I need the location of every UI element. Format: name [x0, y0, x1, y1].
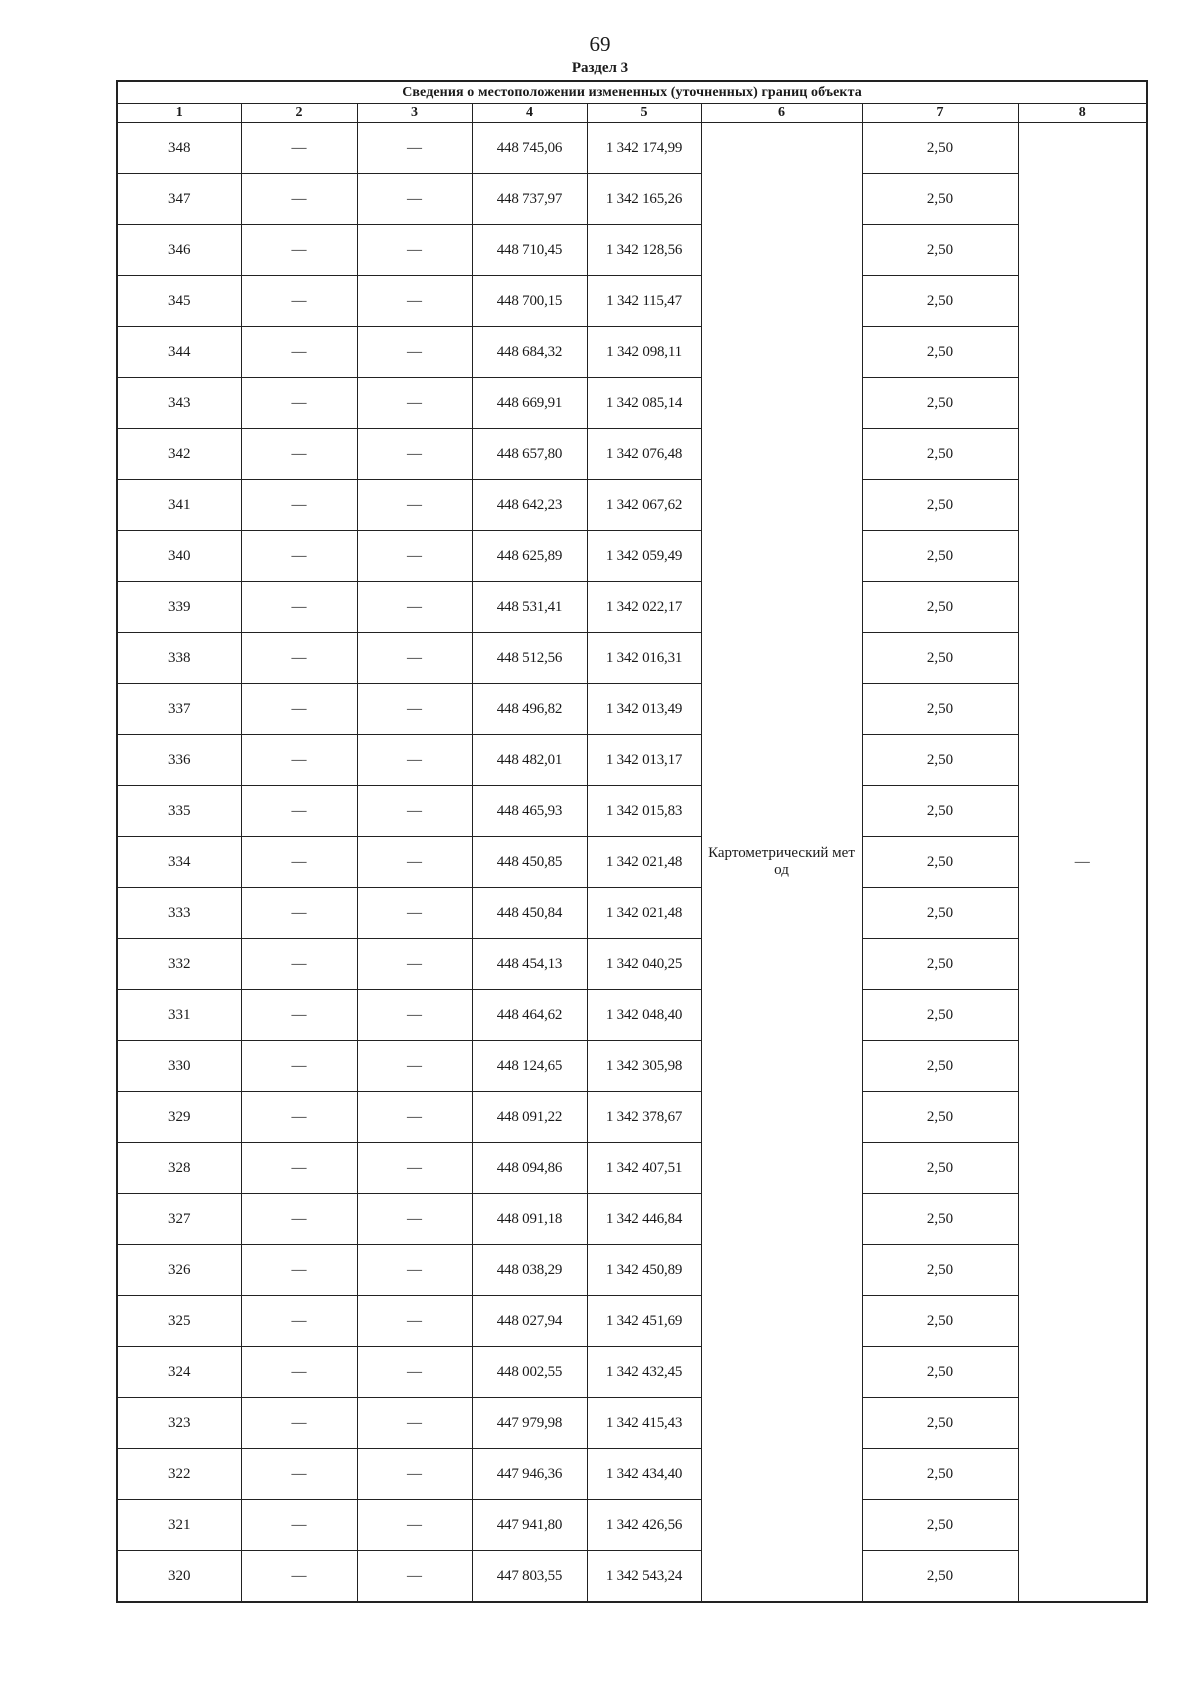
- table-row: [117, 1194, 1147, 1245]
- point-number: 326: [117, 1245, 241, 1296]
- point-number: 330: [117, 1041, 241, 1092]
- column-number-7: 7: [862, 104, 1018, 123]
- col2-dash: —: [241, 1347, 357, 1398]
- accuracy-value: 2,50: [862, 480, 1018, 531]
- point-number: 324: [117, 1347, 241, 1398]
- coordinate-x: 448 737,97: [472, 174, 587, 225]
- coordinate-x: 448 094,86: [472, 1143, 587, 1194]
- col2-dash: —: [241, 1398, 357, 1449]
- column-number-2: 2: [241, 104, 357, 123]
- accuracy-value: 2,50: [862, 276, 1018, 327]
- coordinate-x: 448 454,13: [472, 939, 587, 990]
- coordinate-y: 1 342 021,48: [587, 837, 701, 888]
- accuracy-value: 2,50: [862, 1347, 1018, 1398]
- col3-dash: —: [357, 837, 472, 888]
- col3-dash: —: [357, 378, 472, 429]
- point-number: 329: [117, 1092, 241, 1143]
- coordinate-y: 1 342 013,17: [587, 735, 701, 786]
- column-number-6: 6: [701, 104, 862, 123]
- coordinate-x: 448 669,91: [472, 378, 587, 429]
- column-number-5: 5: [587, 104, 701, 123]
- point-number: 339: [117, 582, 241, 633]
- coordinate-y: 1 342 076,48: [587, 429, 701, 480]
- col2-dash: —: [241, 531, 357, 582]
- coordinate-y: 1 342 085,14: [587, 378, 701, 429]
- coordinate-y: 1 342 446,84: [587, 1194, 701, 1245]
- accuracy-value: 2,50: [862, 1449, 1018, 1500]
- col2-dash: —: [241, 1296, 357, 1347]
- coordinate-y: 1 342 415,43: [587, 1398, 701, 1449]
- col3-dash: —: [357, 1041, 472, 1092]
- accuracy-value: 2,50: [862, 1245, 1018, 1296]
- col3-dash: —: [357, 582, 472, 633]
- accuracy-value: 2,50: [862, 1092, 1018, 1143]
- col2-dash: —: [241, 378, 357, 429]
- col2-dash: —: [241, 123, 357, 174]
- coordinate-x: 448 464,62: [472, 990, 587, 1041]
- coordinate-x: 448 450,85: [472, 837, 587, 888]
- table-row: [117, 837, 1147, 888]
- coordinate-y: 1 342 021,48: [587, 888, 701, 939]
- table-row: [117, 1296, 1147, 1347]
- coordinate-x: 448 091,18: [472, 1194, 587, 1245]
- col2-dash: —: [241, 939, 357, 990]
- coordinate-y: 1 342 013,49: [587, 684, 701, 735]
- col3-dash: —: [357, 888, 472, 939]
- col3-dash: —: [357, 327, 472, 378]
- accuracy-value: 2,50: [862, 633, 1018, 684]
- coordinate-x: 448 531,41: [472, 582, 587, 633]
- coordinate-y: 1 342 426,56: [587, 1500, 701, 1551]
- coordinate-y: 1 342 174,99: [587, 123, 701, 174]
- coordinate-y: 1 342 059,49: [587, 531, 701, 582]
- point-number: 327: [117, 1194, 241, 1245]
- table-row: [117, 1143, 1147, 1194]
- col3-dash: —: [357, 225, 472, 276]
- table-row: [117, 276, 1147, 327]
- col2-dash: —: [241, 225, 357, 276]
- point-number: 320: [117, 1551, 241, 1603]
- table-caption: Сведения о местоположении измененных (уточненных) границ объекта: [117, 81, 1147, 104]
- col2-dash: —: [241, 582, 357, 633]
- table-row: [117, 1245, 1147, 1296]
- table-row: [117, 888, 1147, 939]
- coordinate-y: 1 342 048,40: [587, 990, 701, 1041]
- accuracy-value: 2,50: [862, 378, 1018, 429]
- col2-dash: —: [241, 735, 357, 786]
- point-number: 344: [117, 327, 241, 378]
- col2-dash: —: [241, 1143, 357, 1194]
- point-number: 336: [117, 735, 241, 786]
- coordinate-y: 1 342 098,11: [587, 327, 701, 378]
- coordinate-y: 1 342 067,62: [587, 480, 701, 531]
- accuracy-value: 2,50: [862, 225, 1018, 276]
- point-number: 331: [117, 990, 241, 1041]
- coordinate-x: 448 482,01: [472, 735, 587, 786]
- coordinate-x: 448 465,93: [472, 786, 587, 837]
- coordinate-x: 448 642,23: [472, 480, 587, 531]
- table-row: [117, 582, 1147, 633]
- table-body: [117, 123, 1147, 1603]
- coordinate-y: 1 342 543,24: [587, 1551, 701, 1603]
- column-number-1: 1: [117, 104, 241, 123]
- table-row: [117, 1398, 1147, 1449]
- table-row: [117, 1092, 1147, 1143]
- accuracy-value: 2,50: [862, 1194, 1018, 1245]
- table-row: [117, 1041, 1147, 1092]
- col2-dash: —: [241, 990, 357, 1041]
- column-number-8: 8: [1018, 104, 1147, 123]
- column-number-3: 3: [357, 104, 472, 123]
- col2-dash: —: [241, 837, 357, 888]
- col3-dash: —: [357, 735, 472, 786]
- table-row: [117, 123, 1147, 174]
- table-row: [117, 480, 1147, 531]
- col3-dash: —: [357, 174, 472, 225]
- accuracy-value: 2,50: [862, 888, 1018, 939]
- point-number: 343: [117, 378, 241, 429]
- table-row: [117, 378, 1147, 429]
- table-row: [117, 735, 1147, 786]
- table-row: [117, 225, 1147, 276]
- coordinate-x: 448 124,65: [472, 1041, 587, 1092]
- coordinate-y: 1 342 040,25: [587, 939, 701, 990]
- col2-dash: —: [241, 1092, 357, 1143]
- table-row: [117, 429, 1147, 480]
- col3-dash: —: [357, 1500, 472, 1551]
- table-row: [117, 990, 1147, 1041]
- col3-dash: —: [357, 480, 472, 531]
- col2-dash: —: [241, 174, 357, 225]
- col2-dash: —: [241, 888, 357, 939]
- coordinate-y: 1 342 451,69: [587, 1296, 701, 1347]
- coordinate-x: 448 710,45: [472, 225, 587, 276]
- point-number: 334: [117, 837, 241, 888]
- point-number: 341: [117, 480, 241, 531]
- table-row: [117, 786, 1147, 837]
- accuracy-value: 2,50: [862, 990, 1018, 1041]
- col2-dash: —: [241, 1194, 357, 1245]
- col2-dash: —: [241, 1449, 357, 1500]
- point-number: 322: [117, 1449, 241, 1500]
- accuracy-value: 2,50: [862, 174, 1018, 225]
- col3-dash: —: [357, 786, 472, 837]
- accuracy-value: 2,50: [862, 582, 1018, 633]
- point-number: 335: [117, 786, 241, 837]
- col3-dash: —: [357, 1551, 472, 1603]
- accuracy-value: 2,50: [862, 1500, 1018, 1551]
- accuracy-value: 2,50: [862, 837, 1018, 888]
- table-row: [117, 174, 1147, 225]
- coordinate-x: 448 038,29: [472, 1245, 587, 1296]
- point-number: 340: [117, 531, 241, 582]
- accuracy-value: 2,50: [862, 1296, 1018, 1347]
- col2-dash: —: [241, 276, 357, 327]
- accuracy-value: 2,50: [862, 429, 1018, 480]
- accuracy-value: 2,50: [862, 786, 1018, 837]
- col2-dash: —: [241, 480, 357, 531]
- col2-dash: —: [241, 1245, 357, 1296]
- coordinate-x: 447 979,98: [472, 1398, 587, 1449]
- coordinate-x: 447 803,55: [472, 1551, 587, 1603]
- coordinate-x: 447 946,36: [472, 1449, 587, 1500]
- col3-dash: —: [357, 1296, 472, 1347]
- coordinate-x: 448 002,55: [472, 1347, 587, 1398]
- boundary-coordinates-table: [116, 80, 1148, 1603]
- point-number: 323: [117, 1398, 241, 1449]
- col3-dash: —: [357, 939, 472, 990]
- accuracy-value: 2,50: [862, 1551, 1018, 1603]
- col8-value: —: [1018, 123, 1147, 1603]
- point-number: 328: [117, 1143, 241, 1194]
- coordinate-y: 1 342 015,83: [587, 786, 701, 837]
- col3-dash: —: [357, 123, 472, 174]
- col2-dash: —: [241, 1500, 357, 1551]
- coordinate-x: 448 091,22: [472, 1092, 587, 1143]
- col2-dash: —: [241, 1041, 357, 1092]
- accuracy-value: 2,50: [862, 939, 1018, 990]
- col3-dash: —: [357, 276, 472, 327]
- point-number: 333: [117, 888, 241, 939]
- col2-dash: —: [241, 327, 357, 378]
- coordinate-x: 448 450,84: [472, 888, 587, 939]
- coordinate-y: 1 342 165,26: [587, 174, 701, 225]
- coordinate-x: 448 684,32: [472, 327, 587, 378]
- col2-dash: —: [241, 684, 357, 735]
- col3-dash: —: [357, 1194, 472, 1245]
- col3-dash: —: [357, 1347, 472, 1398]
- table-row: [117, 684, 1147, 735]
- accuracy-value: 2,50: [862, 1041, 1018, 1092]
- col3-dash: —: [357, 429, 472, 480]
- accuracy-value: 2,50: [862, 1398, 1018, 1449]
- coordinate-y: 1 342 450,89: [587, 1245, 701, 1296]
- point-number: 325: [117, 1296, 241, 1347]
- method-cell: [701, 123, 862, 1603]
- coordinate-y: 1 342 407,51: [587, 1143, 701, 1194]
- accuracy-value: 2,50: [862, 123, 1018, 174]
- col2-dash: —: [241, 429, 357, 480]
- coordinate-x: 447 941,80: [472, 1500, 587, 1551]
- coordinate-y: 1 342 022,17: [587, 582, 701, 633]
- coordinate-x: 448 512,56: [472, 633, 587, 684]
- point-number: 321: [117, 1500, 241, 1551]
- section-title: Раздел 3: [571, 60, 629, 76]
- column-numbers-row: [117, 104, 1147, 123]
- table-row: [117, 1347, 1147, 1398]
- point-number: 338: [117, 633, 241, 684]
- column-number-4: 4: [472, 104, 587, 123]
- accuracy-value: 2,50: [862, 531, 1018, 582]
- col3-dash: —: [357, 1449, 472, 1500]
- table-row: [117, 531, 1147, 582]
- table-row: [117, 633, 1147, 684]
- col3-dash: —: [357, 1143, 472, 1194]
- table-row: [117, 327, 1147, 378]
- table-row: [117, 1449, 1147, 1500]
- point-number: 345: [117, 276, 241, 327]
- coordinate-y: 1 342 305,98: [587, 1041, 701, 1092]
- page-number: 69: [589, 32, 611, 56]
- coordinate-y: 1 342 128,56: [587, 225, 701, 276]
- point-number: 342: [117, 429, 241, 480]
- point-number: 347: [117, 174, 241, 225]
- coordinate-x: 448 496,82: [472, 684, 587, 735]
- accuracy-value: 2,50: [862, 735, 1018, 786]
- col2-dash: —: [241, 1551, 357, 1603]
- col3-dash: —: [357, 684, 472, 735]
- col3-dash: —: [357, 1398, 472, 1449]
- coordinate-x: 448 625,89: [472, 531, 587, 582]
- coordinate-x: 448 700,15: [472, 276, 587, 327]
- table-row: [117, 939, 1147, 990]
- point-number: 332: [117, 939, 241, 990]
- point-number: 337: [117, 684, 241, 735]
- point-number: 348: [117, 123, 241, 174]
- col2-dash: —: [241, 633, 357, 684]
- coordinate-y: 1 342 432,45: [587, 1347, 701, 1398]
- col3-dash: —: [357, 633, 472, 684]
- coordinate-y: 1 342 378,67: [587, 1092, 701, 1143]
- col3-dash: —: [357, 531, 472, 582]
- coordinate-y: 1 342 434,40: [587, 1449, 701, 1500]
- coordinate-y: 1 342 016,31: [587, 633, 701, 684]
- accuracy-value: 2,50: [862, 684, 1018, 735]
- col3-dash: —: [357, 1245, 472, 1296]
- coordinate-y: 1 342 115,47: [587, 276, 701, 327]
- coordinate-x: 448 657,80: [472, 429, 587, 480]
- col3-dash: —: [357, 1092, 472, 1143]
- table-row: [117, 1551, 1147, 1603]
- col2-dash: —: [241, 786, 357, 837]
- coordinate-x: 448 027,94: [472, 1296, 587, 1347]
- accuracy-value: 2,50: [862, 1143, 1018, 1194]
- col3-dash: —: [357, 990, 472, 1041]
- point-number: 346: [117, 225, 241, 276]
- method-text: Картометрический метод: [708, 845, 855, 878]
- accuracy-value: 2,50: [862, 327, 1018, 378]
- coordinate-x: 448 745,06: [472, 123, 587, 174]
- table-row: [117, 1500, 1147, 1551]
